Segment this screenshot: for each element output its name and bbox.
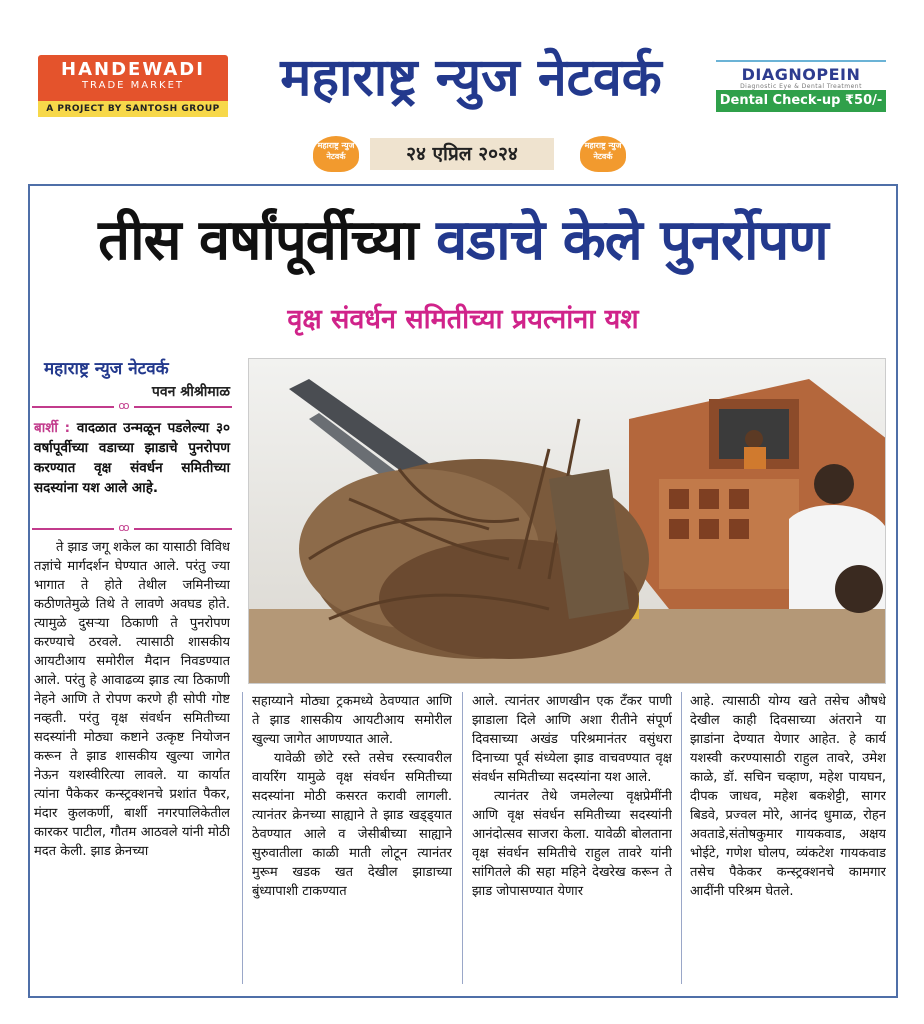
paragraph: त्यानंतर तेथे जमलेल्या वृक्षप्रेमींनी आणि वृक्ष संवर्धन समितीच्या सदस्यांनी आनंदोत्सव साजरा केला. यावेळी बोलताना वृक्ष संवर्धन समितीचे राहुल तावरे यांनी सांगितले की सहा महिने देखरेख करून ते झाड जोपासण्यात येणार [472, 789, 672, 899]
paragraph: यावेळी छोटे रस्ते तसेच रस्त्यावरील वायरिंग यामुळे वृक्ष संवर्धन समितीच्या सदस्यांना मोठी कसरत करावी लागली. त्यानंतर क्रेनच्या साह्याने ते झाड खड्ड्यात ठेवण्यात आले व जेसीबीच्या साह्याने सुरुवातीला काळी माती लोटून त्यानंतर मुरूम खडक खत देखील झाडाच्या बुंध्यापाशी टाकण्यात [252, 751, 452, 899]
article-column-2 [252, 692, 452, 984]
lead-text: वादळात उन्मळून पडलेल्या ३० वर्षापूर्वीच्या वडाच्या झाडाचे पुनरोपण करण्यात वृक्ष संवर्धन समितीच्या सदस्यांना यश आले आहे. [34, 420, 230, 496]
column-divider [242, 692, 243, 984]
headline-part1: तीस वर्षांपूर्वीच्या [98, 208, 418, 273]
handewadi-ad[interactable] [38, 55, 228, 117]
tree-transplant-photo [249, 359, 886, 684]
paragraph: आले. त्यानंतर आणखीन एक टँकर पाणी झाडाला दिले आणि अशा रीतीने संपूर्ण दिवसाच्या अखंड परिश्रमानंतर वसुंधरा दिनाच्या पूर्व संध्येला झाड वाचवण्यात वृक्ष संवर्धन समितीच्या सदस्यांना यश आले. [472, 694, 672, 785]
article-column-1 [34, 538, 230, 984]
paragraph: आहे. त्यासाठी योग्य खते तसेच औषधे देखील काही दिवसाच्या अंतराने या झाडांना देण्यात येणार आहेत. हे कार्य यशस्वी करण्यासाठी राहुल तावरे, उमेश काळे, डॉ. सचिन चव्हाण, महेश पायघन, दीपक जाधव, महेश बकशेट्टी, सागर बिडवे, प्रज्वल मोरे, आनंद धुमाळ, रोहन अवताडे,संतोषकुमार गायकवाड, अक्षय भोईटे, गणेश घोलप, व्यंकटेश गायकवाड तसेच पैकेकर कन्स्ट्रक्शनचे कामगार आदींनी परिश्रम घेतले. [690, 694, 886, 899]
diagnopein-logo [716, 60, 886, 90]
issue-date: २४ एप्रिल २०२४ [370, 138, 554, 170]
diagnopein-ad[interactable] [716, 60, 886, 114]
paragraph: ते झाड जगू शकेल का यासाठी विविध तज्ञांचे मार्गदर्शन घेण्यात आले. परंतु ज्या भागात ते होते तेथील जमिनीच्या कठीणतेमुळे तिथे ते लावणे अवघड होते. त्यामुळे दुसऱ्या ठिकाणी ते पुनरोपण करण्याचे ठरवले. त्यासाठी शासकीय आयटीआय समोरील मैदान निवडण्यात आले. परंतु हे आवाढव्य झाड त्या ठिकाणी नेहने आणि ते रोपण करणे ही सोपी गोष्ट नव्हती. परंतु वृक्ष संवर्धन समितीच्या सदस्यांनी मोठ्या कष्टाने उत्कृष्ट नियोजन करून ते झाड शासकीय खुल्या जागेत नेऊन यशस्वीरित्या लावले. या कार्यात त्यांना पैकेकर कन्स्ट्रक्शनचे प्रशांत पैकर, मंदार कुलकर्णी, बार्शी नगरपालिकेतील कारकर पाटील, गौतम आठवले यांनी मोठी मदत केली. झाड क्रेनच्या [34, 540, 230, 859]
article-column-4 [690, 692, 886, 984]
byline-org: महाराष्ट्र न्युज नेटवर्क [44, 359, 169, 379]
paragraph: सहाय्याने मोठ्या ट्रकमध्ये ठेवण्यात आणि ते झाड शासकीय आयटीआय समोरील खुल्या जागेत आणण्यात आले. [252, 694, 452, 747]
ornament-icon: ꝏ [114, 523, 134, 533]
handewadi-sub: TRADE MARKET [81, 80, 185, 91]
diagnopein-brand: DIAGNOPEIN [741, 65, 861, 84]
masthead-mini-logo-icon: महाराष्ट्र न्युज नेटवर्क [580, 136, 626, 172]
article-column-3 [472, 692, 672, 984]
handewadi-brand: HANDEWADI [61, 59, 205, 80]
article-headline [32, 196, 894, 286]
article-lead [34, 418, 230, 498]
ornament-icon: ꝏ [114, 401, 134, 411]
handewadi-tagline: A PROJECT BY SANTOSH GROUP [38, 101, 228, 117]
byline-author: पवन श्रीश्रीमाळ [151, 384, 230, 400]
article-subheadline: वृक्ष संवर्धन समितीच्या प्रयत्नांना यश [287, 304, 639, 335]
masthead-mini-logo-icon: महाराष्ट्र न्युज नेटवर्क [313, 136, 359, 172]
column-divider [681, 692, 682, 984]
article-photo [248, 358, 886, 684]
column-divider [462, 692, 463, 984]
diagnopein-tagline: Diagnostic Eye & Dental Treatment [740, 83, 862, 90]
headline-part2: वडाचे केले पुनर्रोपण [436, 208, 828, 273]
dental-offer-badge: Dental Check-up ₹50/- [716, 90, 886, 112]
date-row [0, 136, 924, 176]
masthead-title: महाराष्ट्र न्युज नेटवर्क [280, 48, 662, 108]
dateline: बार्शी : [34, 420, 71, 436]
